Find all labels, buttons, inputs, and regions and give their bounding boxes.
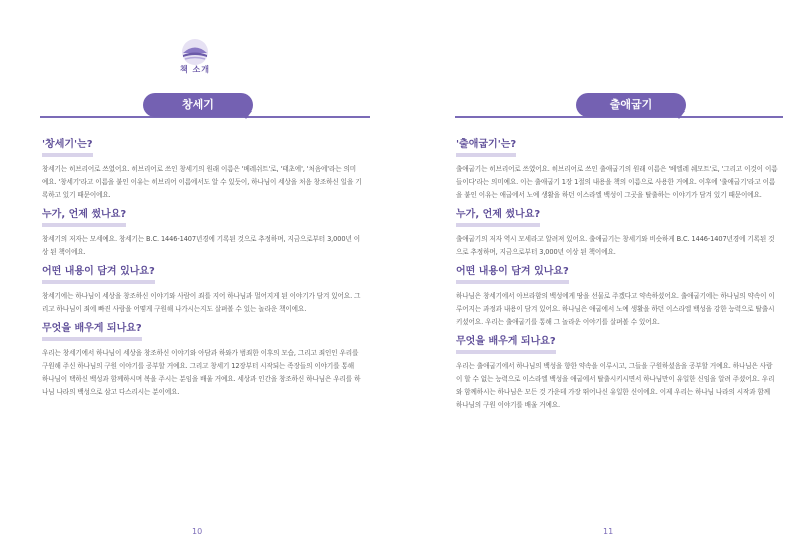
page-number: 11 — [603, 527, 614, 536]
block-heading: 무엇을 배우게 되나요? — [456, 336, 556, 354]
block-heading: 누가, 언제 썼나요? — [42, 209, 126, 227]
block-heading: 무엇을 배우게 되나요? — [42, 323, 142, 341]
section-banner — [455, 93, 783, 121]
block — [42, 202, 362, 259]
block-body: 우리는 창세기에서 하나님이 세상을 창조하신 이야기와 아담과 하와가 범죄한 이후의 모습, 그리고 죄인인 우리를 구원해 주신 하나님의 구원 이야기를 공부할 거예요. 그리고 창세기 12장부터 시작되는 족장들의 이야기를 통해 하나님이 택하신 백성과 함께하시며 복을 주시는 분임을 배울 거예요. 세상과 인간을 창조하신 하나님은 우리를 하나님 나라의 백성으로 삼고 다스리시는 분이에요. — [42, 349, 361, 396]
block — [42, 259, 362, 316]
section-banner — [40, 93, 370, 121]
section-title: 출애굽기 — [576, 93, 686, 117]
left-content — [42, 132, 362, 399]
block — [456, 202, 778, 259]
block-body: 우리는 출애굽기에서 하나님의 백성을 향한 약속을 이루시고, 그들을 구원하셨음을 공부할 거예요. 하나님은 사람이 할 수 없는 능력으로 이스라엘 백성을 애굽에서 탈출시키시면서 하나님만이 유일한 신임을 알려 주셨어요. 우리와 함께하시는 하나님은 모든 것 가운데 가장 뛰어나신 유일한 신이에요. 이제 우리는 하나님 나라의 시작과 함께 하나님의 구원 이야기를 배울 거예요. — [456, 362, 775, 409]
block-heading: 어떤 내용이 담겨 있나요? — [42, 266, 155, 284]
block — [42, 316, 362, 399]
block — [42, 132, 362, 202]
block-heading: 누가, 언제 썼나요? — [456, 209, 540, 227]
block-heading: 어떤 내용이 담겨 있나요? — [456, 266, 569, 284]
block-body: 창세기는 히브리어로 쓰였어요. 히브리어로 쓰인 창세기의 원래 이름은 '베레쉬트'로, '태초에', '처음에'라는 의미예요. '창세기'라고 이름을 붙인 이유는 히브리어 이름에서도 알 수 있듯이, 하나님이 세상을 처음 창조하신 일을 기록하고 있기 때문이에요. — [42, 165, 362, 199]
block — [456, 329, 778, 412]
block-heading: '출애굽기'는? — [456, 139, 516, 157]
pill-tail — [673, 111, 685, 119]
pill-tail — [240, 111, 252, 119]
logo-text: 책 소개 — [180, 65, 210, 74]
page-number: 10 — [192, 527, 203, 536]
block-heading: '창세기'는? — [42, 139, 93, 157]
section-title: 창세기 — [143, 93, 253, 117]
block-body: 창세기의 저자는 모세예요. 창세기는 B.C. 1446-1407년경에 기록된 것으로 추정하며, 지금으로부터 3,000년 이상 된 책이에요. — [42, 235, 360, 256]
block-body: 창세기에는 하나님이 세상을 창조하신 이야기와 사람이 죄를 지어 하나님과 멀어지게 된 이야기가 담겨 있어요. 그리고 하나님이 죄에 빠진 사람을 어떻게 구원해 나가시는지도 살펴볼 수 있는 놀라운 책이에요. — [42, 292, 361, 313]
right-content — [456, 132, 778, 412]
block — [456, 132, 778, 202]
block-body: 하나님은 창세기에서 아브라함의 백성에게 땅을 선물로 주겠다고 약속하셨어요. 출애굽기에는 하나님의 약속이 이루어지는 과정과 내용이 담겨 있어요. 하나님은 애굽에서 노예 생활을 하던 이스라엘 백성을 강한 능력으로 탈출시키셨어요. 우리는 출애굽기를 통해 그 놀라운 이야기를 살펴볼 수 있어요. — [456, 292, 775, 326]
right-page — [400, 0, 800, 560]
block — [456, 259, 778, 329]
block-body: 출애굽기는 히브리어로 쓰였어요. 히브리어로 쓰인 출애굽기의 원래 이름은 '베엘레 쉐모트'로, '그리고 이것이 이름들이다'라는 의미예요. 이는 출애굽기 1장 1절의 내용을 책의 이름으로 사용한 거예요. 이후에 '출애굽기'라고 이름을 붙인 이유는 애굽에서 노예 생활을 하던 이스라엘 백성이 그곳을 탈출하는 이야기가 담겨 있기 때문이에요. — [456, 165, 778, 199]
block-body: 출애굽기의 저자 역시 모세라고 알려져 있어요. 출애굽기는 창세기와 비슷하게 B.C. 1446-1407년경에 기록된 것으로 추정하며, 지금으로부터 3,000년 이상 된 책이에요. — [456, 235, 775, 256]
